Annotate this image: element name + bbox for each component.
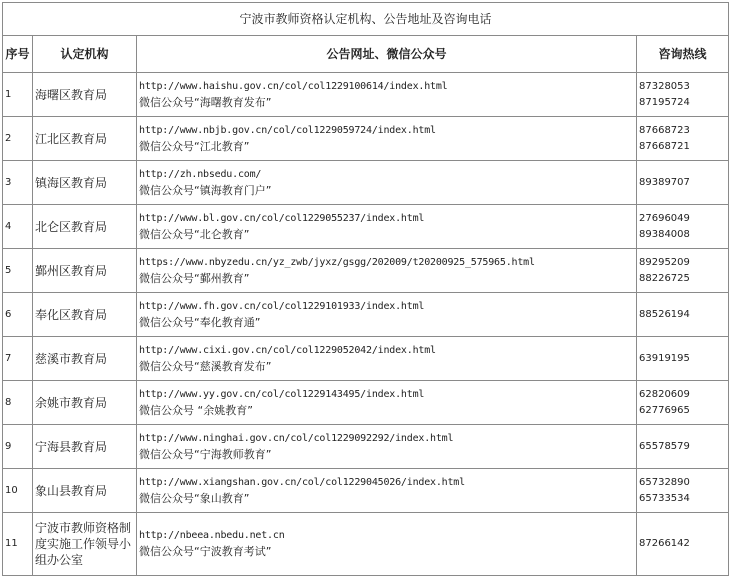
header-index: 序号	[3, 36, 33, 73]
row-index: 8	[3, 381, 33, 425]
row-org: 海曙区教育局	[33, 73, 137, 117]
row-phone: 87668721	[639, 140, 690, 152]
row-phones	[637, 205, 729, 249]
row-phone: 87668723	[639, 124, 690, 136]
row-org: 鄞州区教育局	[33, 249, 137, 293]
row-index: 9	[3, 425, 33, 469]
row-index: 2	[3, 117, 33, 161]
row-wechat: 微信公众号 “余姚教育”	[139, 403, 253, 417]
row-index: 11	[3, 513, 33, 576]
row-url-link[interactable]: https://www.nbyzedu.cn/yz_zwb/jyxz/gsgg/202009/t20200925_575965.html	[139, 256, 535, 268]
row-url-link[interactable]: http://www.yy.gov.cn/col/col1229143495/index.html	[139, 388, 425, 400]
row-phones	[637, 469, 729, 513]
row-org: 江北区教育局	[33, 117, 137, 161]
row-index: 4	[3, 205, 33, 249]
row-org: 慈溪市教育局	[33, 337, 137, 381]
row-phones	[637, 249, 729, 293]
header-address: 公告网址、微信公众号	[137, 36, 637, 73]
row-address-cell	[137, 469, 637, 513]
row-index: 1	[3, 73, 33, 117]
row-address-cell	[137, 425, 637, 469]
row-org: 象山县教育局	[33, 469, 137, 513]
row-phones	[637, 293, 729, 337]
row-phones	[637, 381, 729, 425]
header-phone: 咨询热线	[637, 36, 729, 73]
row-org: 北仑区教育局	[33, 205, 137, 249]
table-row	[3, 337, 729, 381]
row-url-link[interactable]: http://www.ninghai.gov.cn/col/col1229092292/index.html	[139, 432, 454, 444]
row-phones	[637, 73, 729, 117]
row-phones	[637, 117, 729, 161]
row-phone: 63919195	[639, 352, 690, 364]
row-url-link[interactable]: http://www.nbjb.gov.cn/col/col1229059724/index.html	[139, 124, 436, 136]
row-org: 余姚市教育局	[33, 381, 137, 425]
row-phones	[637, 337, 729, 381]
row-index: 5	[3, 249, 33, 293]
row-wechat: 微信公众号“宁波教育考试”	[139, 545, 272, 558]
row-index: 7	[3, 337, 33, 381]
table-row	[3, 469, 729, 513]
row-org: 宁海县教育局	[33, 425, 137, 469]
row-wechat: 微信公众号“奉化教育通”	[139, 315, 261, 329]
row-wechat: 微信公众号“象山教育”	[139, 491, 250, 505]
row-phone: 88226725	[639, 272, 690, 284]
table-body	[3, 73, 729, 576]
row-url-link[interactable]: http://www.fh.gov.cn/col/col1229101933/index.html	[139, 300, 425, 312]
row-org: 宁波市教师资格制度实施工作领导小组办公室	[33, 513, 137, 576]
row-wechat: 微信公众号“宁海教师教育”	[139, 447, 272, 461]
row-phone: 65732890	[639, 476, 690, 488]
row-org: 镇海区教育局	[33, 161, 137, 205]
table-row	[3, 249, 729, 293]
row-wechat: 微信公众号“慈溪教育发布”	[139, 359, 272, 373]
table-row	[3, 161, 729, 205]
row-phones	[637, 425, 729, 469]
table-row	[3, 117, 729, 161]
row-address-cell	[137, 381, 637, 425]
row-url-link[interactable]: http://www.cixi.gov.cn/col/col1229052042/index.html	[139, 344, 436, 356]
row-phone: 87328053	[639, 80, 690, 92]
row-phone: 89389707	[639, 176, 690, 188]
row-url-link[interactable]: http://www.xiangshan.gov.cn/col/col1229045026/index.html	[139, 476, 465, 488]
row-phone: 89384008	[639, 228, 690, 240]
institution-table	[2, 2, 729, 576]
row-phone: 62820609	[639, 388, 690, 400]
row-phones	[637, 513, 729, 576]
row-wechat: 微信公众号“北仑教育”	[139, 227, 250, 241]
table-row	[3, 425, 729, 469]
row-index: 3	[3, 161, 33, 205]
row-url-link[interactable]: http://zh.nbsedu.com/	[139, 168, 262, 180]
row-url-link[interactable]: http://nbeea.nbedu.net.cn	[139, 530, 285, 541]
row-phone: 65733534	[639, 492, 690, 504]
document-container	[2, 2, 728, 576]
row-phone: 87266142	[639, 538, 690, 549]
row-phone: 65578579	[639, 440, 690, 452]
row-org: 奉化区教育局	[33, 293, 137, 337]
table-title: 宁波市教师资格认定机构、公告地址及咨询电话	[3, 3, 729, 36]
row-index: 10	[3, 469, 33, 513]
row-wechat: 微信公众号“鄞州教育”	[139, 271, 250, 285]
table-row	[3, 381, 729, 425]
table-row	[3, 205, 729, 249]
row-phone: 27696049	[639, 212, 690, 224]
row-wechat: 微信公众号“海曙教育发布”	[139, 95, 272, 109]
table-row	[3, 293, 729, 337]
row-index: 6	[3, 293, 33, 337]
row-address-cell	[137, 249, 637, 293]
table-row	[3, 73, 729, 117]
header-org: 认定机构	[33, 36, 137, 73]
row-address-cell	[137, 117, 637, 161]
row-url-link[interactable]: http://www.bl.gov.cn/col/col1229055237/index.html	[139, 212, 425, 224]
row-phone: 88526194	[639, 308, 690, 320]
row-address-cell	[137, 205, 637, 249]
row-url-link[interactable]: http://www.haishu.gov.cn/col/col1229100614/index.html	[139, 80, 448, 92]
row-phone: 87195724	[639, 96, 690, 108]
row-address-cell	[137, 293, 637, 337]
row-address-cell	[137, 161, 637, 205]
row-address-cell	[137, 513, 637, 576]
row-phone: 62776965	[639, 404, 690, 416]
row-address-cell	[137, 73, 637, 117]
row-phone: 89295209	[639, 256, 690, 268]
table-row	[3, 513, 729, 576]
row-phones	[637, 161, 729, 205]
row-wechat: 微信公众号“江北教育”	[139, 139, 250, 153]
row-wechat: 微信公众号“镇海教育门户”	[139, 183, 272, 197]
row-address-cell	[137, 337, 637, 381]
